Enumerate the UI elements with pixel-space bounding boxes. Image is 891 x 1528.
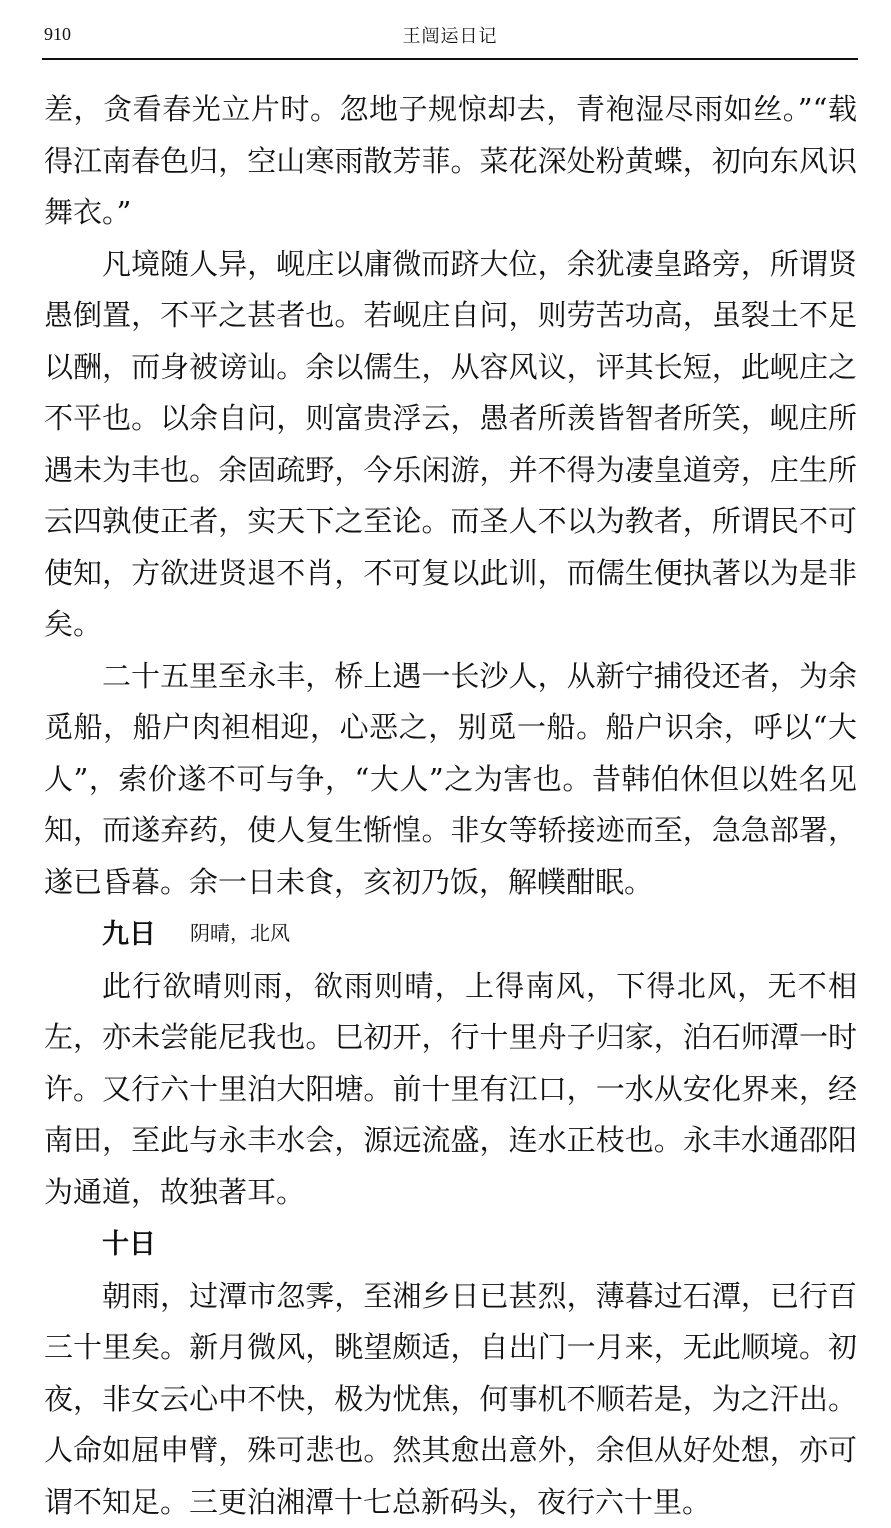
paragraph: 二十五里至永丰，桥上遇一长沙人，从新宁捕役还者，为余觅船，船户肉袒相迎，心恶之，别觅一船。船户识余，呼以“大人”，索价遂不可与争，“大人”之为害也。昔韩伯休但以姓名见知，而遂弃药，使人复生惭惶。非女等轿接迹而至，急急部署，遂已昏暮。余一日未食，亥初乃饭，解幞酣眠。 xyxy=(44,651,857,909)
page-header xyxy=(42,18,858,60)
entry-date: 九日 xyxy=(102,919,156,950)
entry-weather: 阴晴，北风 xyxy=(190,921,290,945)
entry-date: 十日 xyxy=(102,1229,156,1260)
paragraph: 凡境随人异，岘庄以庸微而跻大位，余犹凄皇路旁，所谓贤愚倒置，不平之甚者也。若岘庄自问，则劳苦功高，虽裂土不足以酬，而身被谤讪。余以儒生，从容风议，评其长短，此岘庄之不平也。以余自问，则富贵浮云，愚者所羡皆智者所笑，岘庄所遇未为丰也。余固疏野，今乐闲游，并不得为凄皇道旁，庄生所云四孰使正者，实天下之至论。而圣人不以为教者，所谓民不可使知，方欲进贤退不肖，不可复以此训，而儒生便执著以为是非矣。 xyxy=(44,239,857,651)
entry-heading xyxy=(44,908,857,961)
running-title: 王闿运日记 xyxy=(42,22,858,48)
paragraph: 差，贪看春光立片时。忽地子规惊却去，青袍湿尽雨如丝。”“载得江南春色归，空山寒雨散芳菲。菜花深处粉黄蝶，初向东风识舞衣。” xyxy=(44,84,857,239)
diary-text xyxy=(44,84,857,1528)
paragraph: 朝雨，过潭市忽霁，至湘乡日已甚烈，薄暮过石潭，已行百三十里矣。新月微风，眺望颇适，自出门一月来，无此顺境。初夜，非女云心中不快，极为忧焦，何事机不顺若是，为之汗出。人命如屈申臂，殊可悲也。然其愈出意外，余但从好处想，亦可谓不知足。三更泊湘潭十七总新码头，夜行六十里。 xyxy=(44,1271,857,1528)
paragraph: 此行欲晴则雨，欲雨则晴，上得南风，下得北风，无不相左，亦未尝能尼我也。巳初开，行十里舟子归家，泊石师潭一时许。又行六十里泊大阳塘。前十里有江口，一水从安化界来，经南田，至此与永丰水会，源远流盛，连水正枝也。永丰水通邵阳为通道，故独著耳。 xyxy=(44,961,857,1219)
entry-heading xyxy=(44,1218,857,1271)
page-number: 910 xyxy=(44,24,71,45)
